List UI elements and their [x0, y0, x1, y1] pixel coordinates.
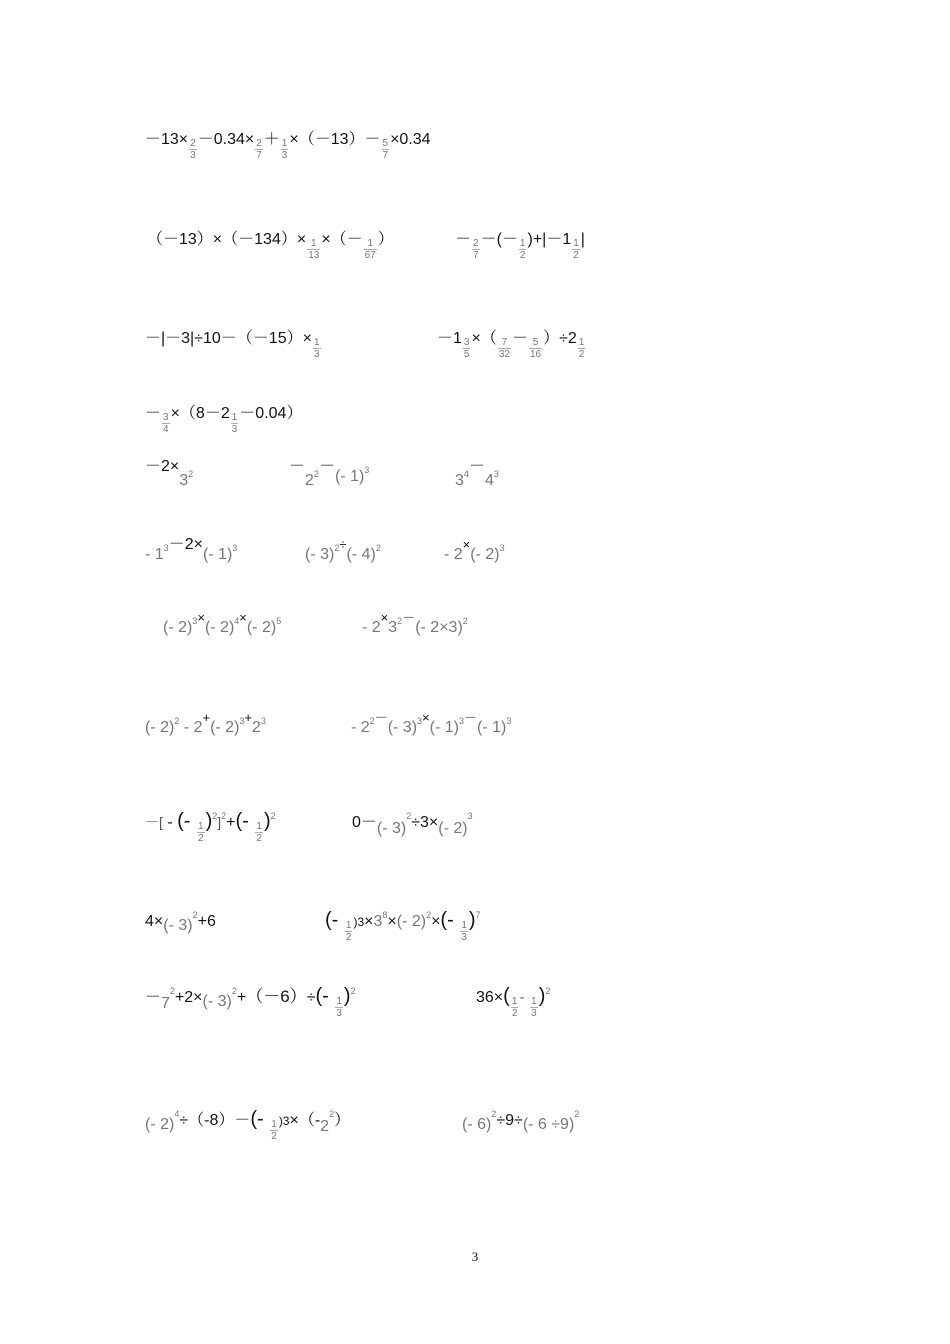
exponent: 2 [169, 986, 175, 996]
paren-group: (- 1) [202, 546, 233, 563]
expr-text: × [364, 913, 374, 930]
expr-text: ÷9÷ [496, 1112, 523, 1129]
paren-close-exp: )3 [278, 1114, 290, 1128]
fraction: $\frac{5}{16}$ [529, 337, 542, 360]
expr-text: － [289, 458, 306, 475]
exponent: 3 [467, 811, 473, 821]
expr-text: －13× [145, 131, 189, 148]
paren-group: (- 1) [477, 719, 507, 736]
base: 3 [179, 472, 189, 489]
paren-open: (- [315, 985, 335, 1007]
exponent: 5 [276, 616, 282, 626]
exponent: 2 [574, 1109, 580, 1119]
paren-group: (- 1) [429, 719, 459, 736]
expr-text: （－13）×（－134）× [147, 231, 307, 248]
fraction: $\frac{1}{2}$ [578, 337, 585, 360]
fraction: $\frac{1}{67}$ [364, 238, 376, 261]
expr-text: － [468, 458, 485, 475]
fraction: $\frac{1}{3}$ [531, 996, 537, 1019]
base: - 2 [183, 719, 203, 736]
expr-text: ） [334, 1112, 351, 1129]
exponent: 2 [491, 1109, 497, 1119]
fraction: $\frac{1}{2}$ [511, 996, 518, 1019]
expr-text: －0.04） [239, 405, 303, 422]
exponent: 4 [174, 1109, 180, 1119]
paren-open: (- [250, 1108, 270, 1130]
expr-text: － [511, 330, 528, 347]
exponent: 3 [499, 543, 505, 553]
expression-row-12b [462, 1104, 579, 1131]
fraction: $\frac{1}{2}$ [573, 238, 579, 261]
expr-text: × [431, 913, 441, 930]
exponent: 2 [313, 469, 319, 479]
expression-row-7b [362, 611, 468, 638]
paren-group: (- 2) [145, 1116, 175, 1133]
exponent: 7 [475, 910, 481, 920]
expr-text: －2× [168, 536, 203, 553]
expression-row-12a [145, 1104, 350, 1142]
paren-close: ) [538, 985, 546, 1007]
exponent: 2 [231, 986, 237, 996]
operator: + [202, 710, 211, 725]
exponent: 3 [458, 716, 464, 726]
paren-group: (- 2) [470, 546, 500, 563]
expr-text: 0－ [352, 814, 377, 831]
fraction: $\frac{5}{7}$ [382, 138, 389, 161]
expression-row-11b [476, 981, 550, 1019]
expression-row-3b [437, 329, 586, 360]
paren-group: (- 2×3) [415, 619, 463, 636]
exponent: 2 [545, 986, 551, 996]
expr-text: × [387, 913, 397, 930]
base: - 2 [351, 719, 370, 736]
fraction: $\frac{1}{13}$ [308, 238, 320, 261]
expr-text: ×（ [471, 330, 497, 347]
paren-group: (- 2) [246, 619, 277, 636]
fraction: $\frac{1}{3}$ [336, 996, 342, 1019]
base: 2 [305, 472, 314, 489]
paren-open: (- [325, 909, 344, 931]
fraction: $\frac{2}{7}$ [256, 138, 262, 161]
paren-group: (- 6 ÷9) [522, 1116, 575, 1133]
fraction: $\frac{1}{2}$ [198, 821, 204, 844]
operator: － [374, 710, 388, 725]
expr-text: － [318, 458, 335, 475]
expression-row-5a [145, 450, 194, 489]
expr-text: ×（8－2 [170, 405, 230, 422]
expr-text: )+|－1 [527, 231, 572, 248]
expression-row-9a [145, 806, 276, 844]
expr-text: ） [377, 231, 394, 248]
fraction: $\frac{1}{3}$ [461, 920, 467, 943]
expression-row-6a [145, 538, 237, 565]
exponent: 2 [192, 910, 198, 920]
fraction: $\frac{2}{3}$ [190, 138, 196, 161]
expr-text: ÷3× [411, 814, 439, 831]
fraction: $\frac{1}{2}$ [271, 1119, 277, 1142]
exponent: 2 [174, 716, 180, 726]
exponent: 2 [397, 616, 403, 626]
expr-text: －(－ [480, 231, 518, 248]
expr-text: + [236, 989, 247, 1006]
exponent: 3 [506, 716, 512, 726]
paren-group: (- 2) [396, 913, 427, 930]
paren-group: (- 6) [462, 1116, 492, 1133]
paren-close: ) [263, 810, 271, 832]
expr-text: +2× [174, 989, 203, 1006]
expr-text: 36× [476, 989, 504, 1006]
bracket-close: ] [217, 814, 222, 830]
exponent: 2 [188, 469, 194, 479]
exponent: 3 [232, 543, 238, 553]
paren-open: (- [177, 810, 197, 832]
base: 2 [320, 1118, 330, 1135]
operator: － [402, 610, 416, 625]
exponent: 3 [364, 465, 370, 475]
base: - 2 [362, 619, 381, 636]
paren-group: (- 2) [145, 719, 175, 736]
exponent: 3 [260, 716, 266, 726]
expr-text: （－6） [246, 987, 307, 1006]
expr-text: ×（- [289, 1112, 321, 1129]
exponent: 2 [426, 910, 432, 920]
paren-group: (- 2) [204, 619, 235, 636]
expression-row-5c [455, 450, 499, 489]
exponent: 4 [463, 469, 469, 479]
exponent: 2 [350, 986, 356, 996]
exponent: 3 [192, 616, 198, 626]
operator: × [462, 537, 471, 552]
base: 3 [388, 619, 398, 636]
base: 3 [373, 913, 383, 930]
paren-group: (- 3) [387, 719, 418, 736]
operator: × [422, 710, 430, 725]
expression-row-6c [444, 538, 505, 565]
paren-close: ) [343, 985, 351, 1007]
expr-text: + [226, 814, 236, 831]
exponent: 2 [462, 616, 468, 626]
paren-group: (- 2) [163, 619, 193, 636]
expr-text: －|－3|÷10－（－15）× [145, 330, 312, 347]
fraction: $\frac{1}{2}$ [256, 821, 262, 844]
expression-row-6b [305, 538, 381, 565]
expression-row-8a [145, 711, 266, 738]
fraction: $\frac{3}{5}$ [463, 337, 470, 360]
fraction: $\frac{1}{3}$ [231, 412, 238, 435]
expression-row-4 [145, 404, 302, 435]
exponent: 2 [406, 811, 412, 821]
paren-group: (- 4) [346, 546, 376, 563]
expression-row-3a [145, 329, 322, 360]
expr-text: － [145, 405, 162, 422]
operator: × [239, 610, 247, 625]
expr-text: - [167, 814, 173, 831]
exponent: 3 [239, 716, 245, 726]
exponent: 4 [234, 616, 240, 626]
paren-close-exp: )3 [353, 915, 365, 929]
base: 2 [252, 719, 261, 736]
expression-row-5b [289, 450, 370, 489]
paren-open: ( [503, 985, 510, 1007]
expression-row-2b [455, 230, 585, 261]
base: - 1 [145, 546, 164, 563]
expr-text: ×0.34 [390, 131, 431, 148]
expr-text: | [580, 231, 585, 248]
expr-text: +6 [197, 913, 216, 930]
paren-group: (- 1) [334, 468, 365, 485]
expr-text: ÷ [306, 989, 316, 1006]
paren-group: (- 2) [438, 820, 468, 837]
expr-text: 4× [145, 913, 164, 930]
paren-open: (- [235, 810, 255, 832]
fraction: $\frac{1}{2}$ [519, 238, 526, 261]
expr-text: ＋ [263, 131, 280, 148]
exponent: 2 [329, 1109, 335, 1119]
fraction: $\frac{1}{3}$ [313, 337, 320, 360]
expression-row-8b [351, 711, 511, 738]
exponent: 3 [417, 716, 423, 726]
expr-text: －1 [437, 330, 462, 347]
paren-group: (- 3) [202, 993, 232, 1010]
base: 7 [161, 995, 170, 1012]
expr-text: ×（－13）－ [289, 131, 381, 148]
expression-row-7a [163, 611, 281, 638]
expr-text: ×（－ [321, 231, 363, 248]
expr-text: ÷（-8）－ [179, 1112, 251, 1129]
expression-row-11a [145, 981, 356, 1019]
paren-group: (- 3) [163, 917, 193, 934]
expression-row-10a [145, 905, 216, 932]
expression-row-9b [352, 806, 473, 837]
operator: - [519, 989, 530, 1006]
exponent: 2 [334, 543, 340, 553]
fraction: $\frac{3}{4}$ [163, 412, 169, 435]
expr-text: －2× [145, 458, 180, 475]
exponent: 2 [212, 811, 218, 821]
exponent: 2 [270, 811, 276, 821]
operator: + [244, 710, 252, 725]
paren-open: (- [440, 909, 460, 931]
exponent: 2 [369, 716, 375, 726]
expr-text: ）÷2 [543, 330, 577, 347]
operator: － [463, 710, 477, 725]
expression-row-1 [145, 130, 431, 161]
exponent: 8 [382, 910, 388, 920]
expr-text: － [455, 231, 472, 248]
fraction: $\frac{1}{2}$ [345, 920, 352, 943]
operator: × [380, 610, 389, 625]
expr-text: －0.34× [197, 131, 255, 148]
expr-text: － [145, 989, 162, 1006]
paren-close: ) [468, 909, 476, 931]
paren-group: (- 3) [305, 546, 335, 563]
paren-group: (- 2) [210, 719, 240, 736]
operator: × [197, 610, 205, 625]
base: - 2 [444, 546, 463, 563]
page-number: 3 [471, 1249, 479, 1264]
bracket-open: －[ [145, 814, 163, 830]
operator: ÷ [339, 537, 347, 552]
exponent: 3 [163, 543, 169, 553]
base: 4 [484, 472, 494, 489]
fraction: $\frac{7}{32}$ [498, 337, 510, 360]
paren-close: ) [205, 810, 213, 832]
exponent: 3 [493, 469, 499, 479]
fraction: $\frac{2}{7}$ [473, 238, 479, 261]
expression-row-10b [325, 905, 481, 943]
exponent: 2 [221, 811, 227, 821]
fraction: $\frac{1}{3}$ [281, 138, 288, 161]
expression-row-2a [147, 230, 394, 261]
base: 3 [455, 472, 464, 489]
exponent: 2 [375, 543, 381, 553]
paren-group: (- 3) [376, 820, 407, 837]
